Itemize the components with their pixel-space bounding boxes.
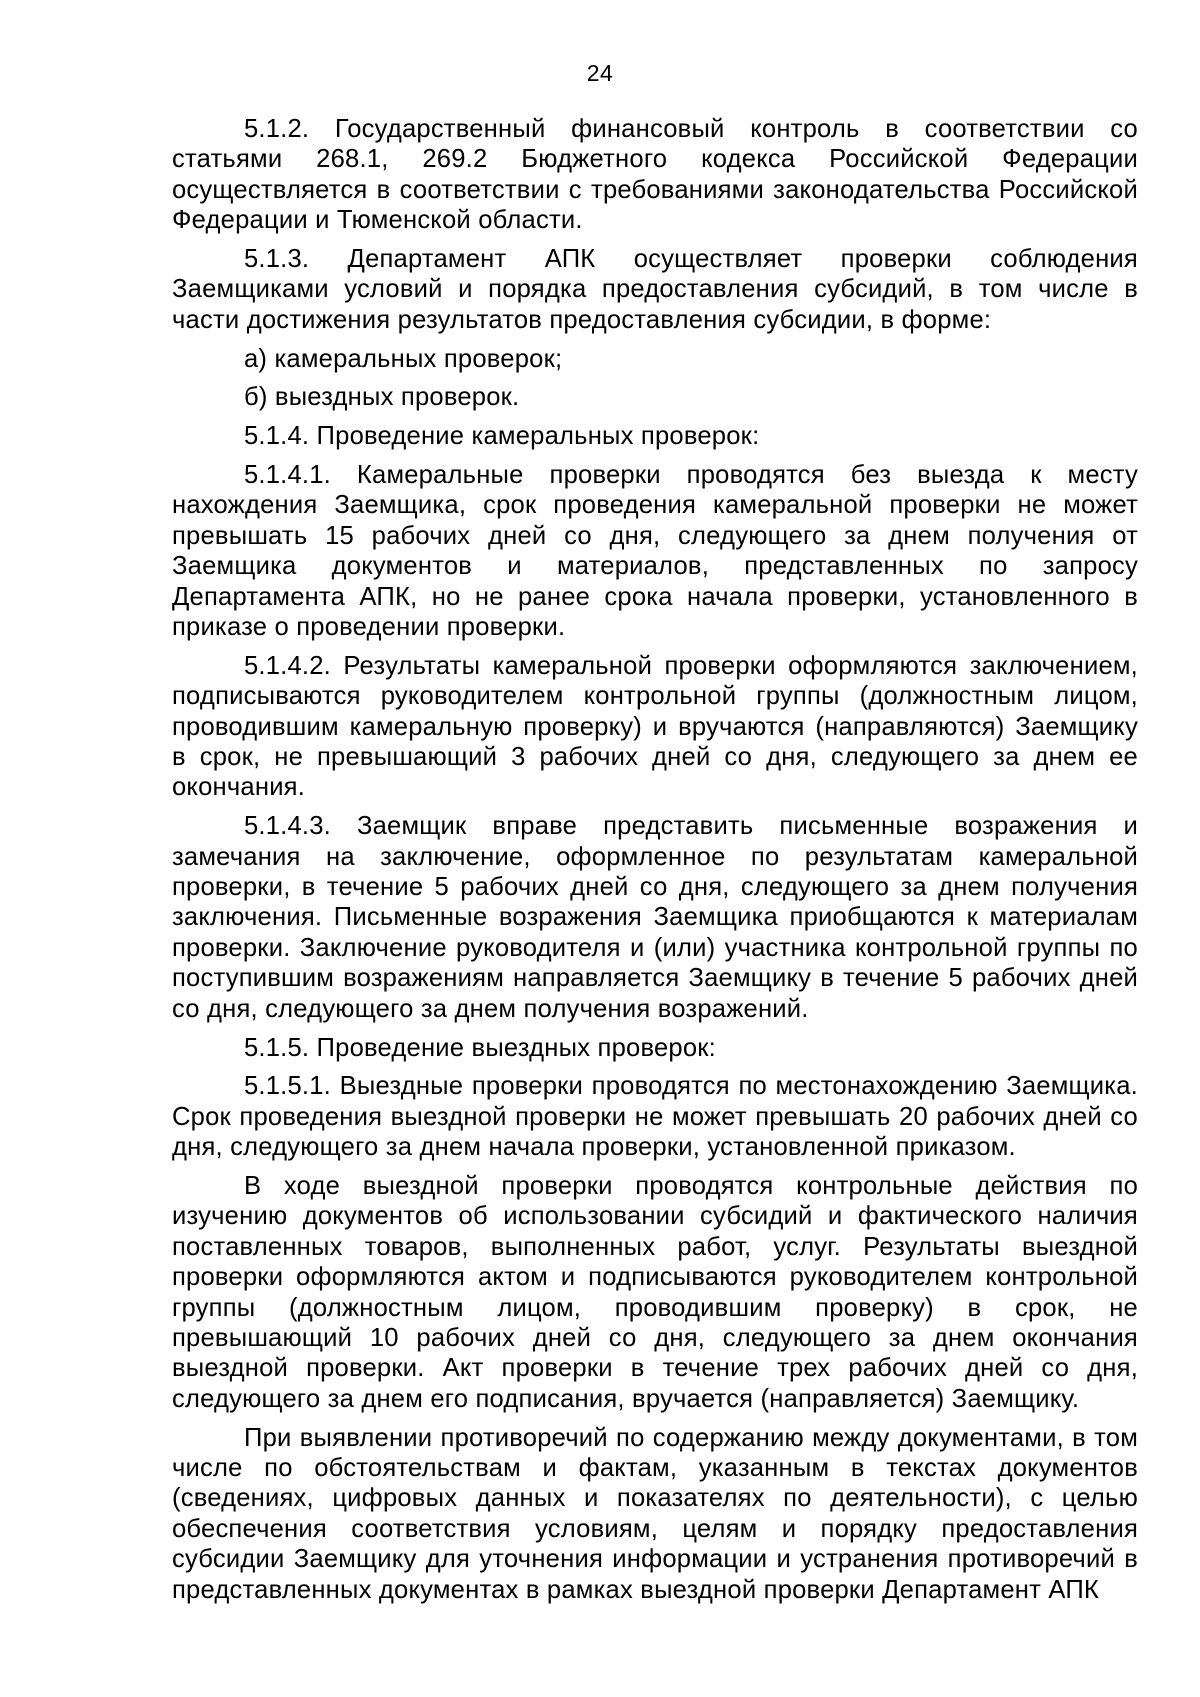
list-item-a: а) камеральных проверок; xyxy=(244,344,563,373)
paragraph-5-1-2: 5.1.2. Государственный финансовый контроль в соответствии со статьями 268.1, 269.2 Бюджетного кодекса Российской Федерации осуществляется в соответствии с требованиями законодательства Российской Федерации и Тюменской области. xyxy=(172,115,1138,235)
page-number: 24 xyxy=(586,60,614,86)
paragraph-5-1-3: 5.1.3. Департамент АПК осуществляет проверки соблюдения Заемщиками условий и порядка предоставления субсидий, в том числе в части достижения результатов предоставления субсидии, в форме: xyxy=(172,245,1138,334)
paragraph-5-1-4-1: 5.1.4.1. Камеральные проверки проводятся без выезда к месту нахождения Заемщика, срок проведения камеральной проверки не может превышать 15 рабочих дней со дня, следующего за днем получения от Заемщика документов и материалов, представленных по запросу Департамента АПК, но не ранее срока начала проверки, установленного в приказе о проведении проверки. xyxy=(172,461,1138,642)
paragraph-field-inspection-actions: В ходе выездной проверки проводятся контрольные действия по изучению документов об использовании субсидий и фактического наличия поставленных товаров, выполненных работ, услуг. Результаты выездной проверки оформляются актом и подписываются руководителем контрольной группы (должностным лицом, проводившим проверку) в срок, не превышающий 10 рабочих дней со дня, следующего за днем окончания выездной проверки. Акт проверки в течение трех рабочих дней со дня, следующего за днем его подписания, вручается (направляется) Заемщику. xyxy=(172,1171,1138,1413)
paragraph-5-1-4-3: 5.1.4.3. Заемщик вправе представить письменные возражения и замечания на заключение, оформленное по результатам камеральной проверки, в течение 5 рабочих дней со дня, следующего за днем получения заключения. Письменные возражения Заемщика приобщаются к материалам проверки. Заключение руководителя и (или) участника контрольной группы по поступившим возражениям направляется Заемщику в течение 5 рабочих дней со дня, следующего за днем получения возражений. xyxy=(172,812,1138,1023)
list-item-b: б) выездных проверок. xyxy=(244,383,520,412)
paragraph-5-1-5-1: 5.1.5.1. Выездные проверки проводятся по местонахождению Заемщика. Срок проведения выездной проверки не может превышать 20 рабочих дней со дня, следующего за днем начала проверки, установленной приказом. xyxy=(172,1072,1138,1162)
paragraph-5-1-5: 5.1.5. Проведение выездных проверок: xyxy=(244,1033,716,1062)
paragraph-5-1-4-2: 5.1.4.2. Результаты камеральной проверки оформляются заключением, подписываются руководителем контрольной группы (должностным лицом, проводившим камеральную проверку) и вручаются (направляются) Заемщику в срок, не превышающий 3 рабочих дней со дня, следующего за днем ее окончания. xyxy=(172,651,1138,802)
paragraph-contradictions: При выявлении противоречий по содержанию между документами, в том числе по обстоятельствам и фактам, указанным в текстах документов (сведениях, цифровых данных и показателях по деятельности), с целью обеспечения соответствия условиям, целям и порядку предоставления субсидии Заемщику для уточнения информации и устранения противоречий в представленных документах в рамках выездной проверки Департамент АПК xyxy=(172,1423,1138,1604)
paragraph-5-1-4: 5.1.4. Проведение камеральных проверок: xyxy=(244,422,760,451)
document-body xyxy=(172,114,1138,1605)
